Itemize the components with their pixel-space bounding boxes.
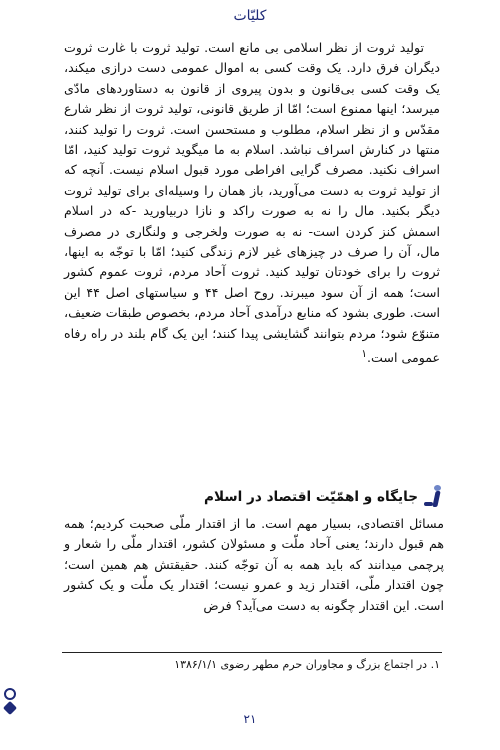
section-marker-icon <box>424 485 444 509</box>
footnote-marker: ۱ <box>361 348 368 361</box>
section-heading <box>64 484 444 510</box>
main-body <box>64 38 440 369</box>
running-header: کلیّات <box>233 8 267 24</box>
section-text: مسائل اقتصادی، بسیار مهم است. ما از اقتدار ملّی صحبت کردیم؛ همه هم قبول دارند؛ یعنی آحاد ملّت و مسئولان کشور، اقتدار ملّی را شعار و پرچمی میدانند که باید همه به آن توجّه کنند. حقیقتش هم همین است؛ چون اقتدار ملّی، اقتدار زید و عمرو نیست؛ اقتدار یک ملّت و یک کشور است. این اقتدار چگونه به دست می‌آید؟ فرض <box>64 516 444 613</box>
footnote: ۱. در اجتماع بزرگ و مجاوران حرم مطهر رضوی ۱۳۸۶/۱/۱ <box>174 658 440 671</box>
publisher-mark-icon <box>2 688 18 722</box>
body-paragraph-text: تولید ثروت از نظر اسلامی بی مانع است. تولید ثروت با غارت ثروت دیگران فرق دارد. یک وقت کسی به اموال عمومی دست درازی میکند، یک وقت کسی بی‌قانون و بدون پیروی از قانون به دستاوردهای مادّی میرسد؛ اینها ممنوع است؛ امّا از طریق قانونی، تولید ثروت از نظر شارع مقدّس و از نظر اسلام، مطلوب و مستحسن است. ثروت را تولید کنند، منتها در کنارش اسراف نباشد. اسلام به ما میگوید ثروت تولید کنید، امّا اسراف نکنید. مصرف گرایی افراطی مورد قبول اسلام نیست. آنچه که از تولید ثروت به دست می‌آورید، باز همان را وسیله‌ای برای تولید ثروت دیگر بکنید. مال را نه به صورت راکد و نازا دربیاورید -که در اسلام اسمش کنز کردن است- نه به صورت ولخرجی و ولنگاری در مصرف مال، آن را صرف در چیزهای غیر لازم زندگی کنید؛ امّا با توجّه به اینها، ثروت را برای خودتان تولید کنید. ثروت آحاد مردم، ثروت عموم کشور است؛ همه از آن سود میبرند. روح اصل ۴۴ و سیاستهای اصل ۴۴ این است. طوری بشود که منابع درآمدی آحاد مردم، بخصوص طبقات ضعیف، متنوّع شود؛ مردم بتوانند گشایشی پیدا کنند؛ این یک گام بلند در راه رفاه عمومی است. <box>64 40 440 366</box>
body-paragraph <box>64 38 440 369</box>
section-economy-in-islam <box>64 484 444 616</box>
footnote-divider <box>62 652 442 653</box>
section-title: جایگاه و اهمّیّت اقتصاد در اسلام <box>204 489 418 505</box>
page-number: ۲۱ <box>243 712 257 726</box>
